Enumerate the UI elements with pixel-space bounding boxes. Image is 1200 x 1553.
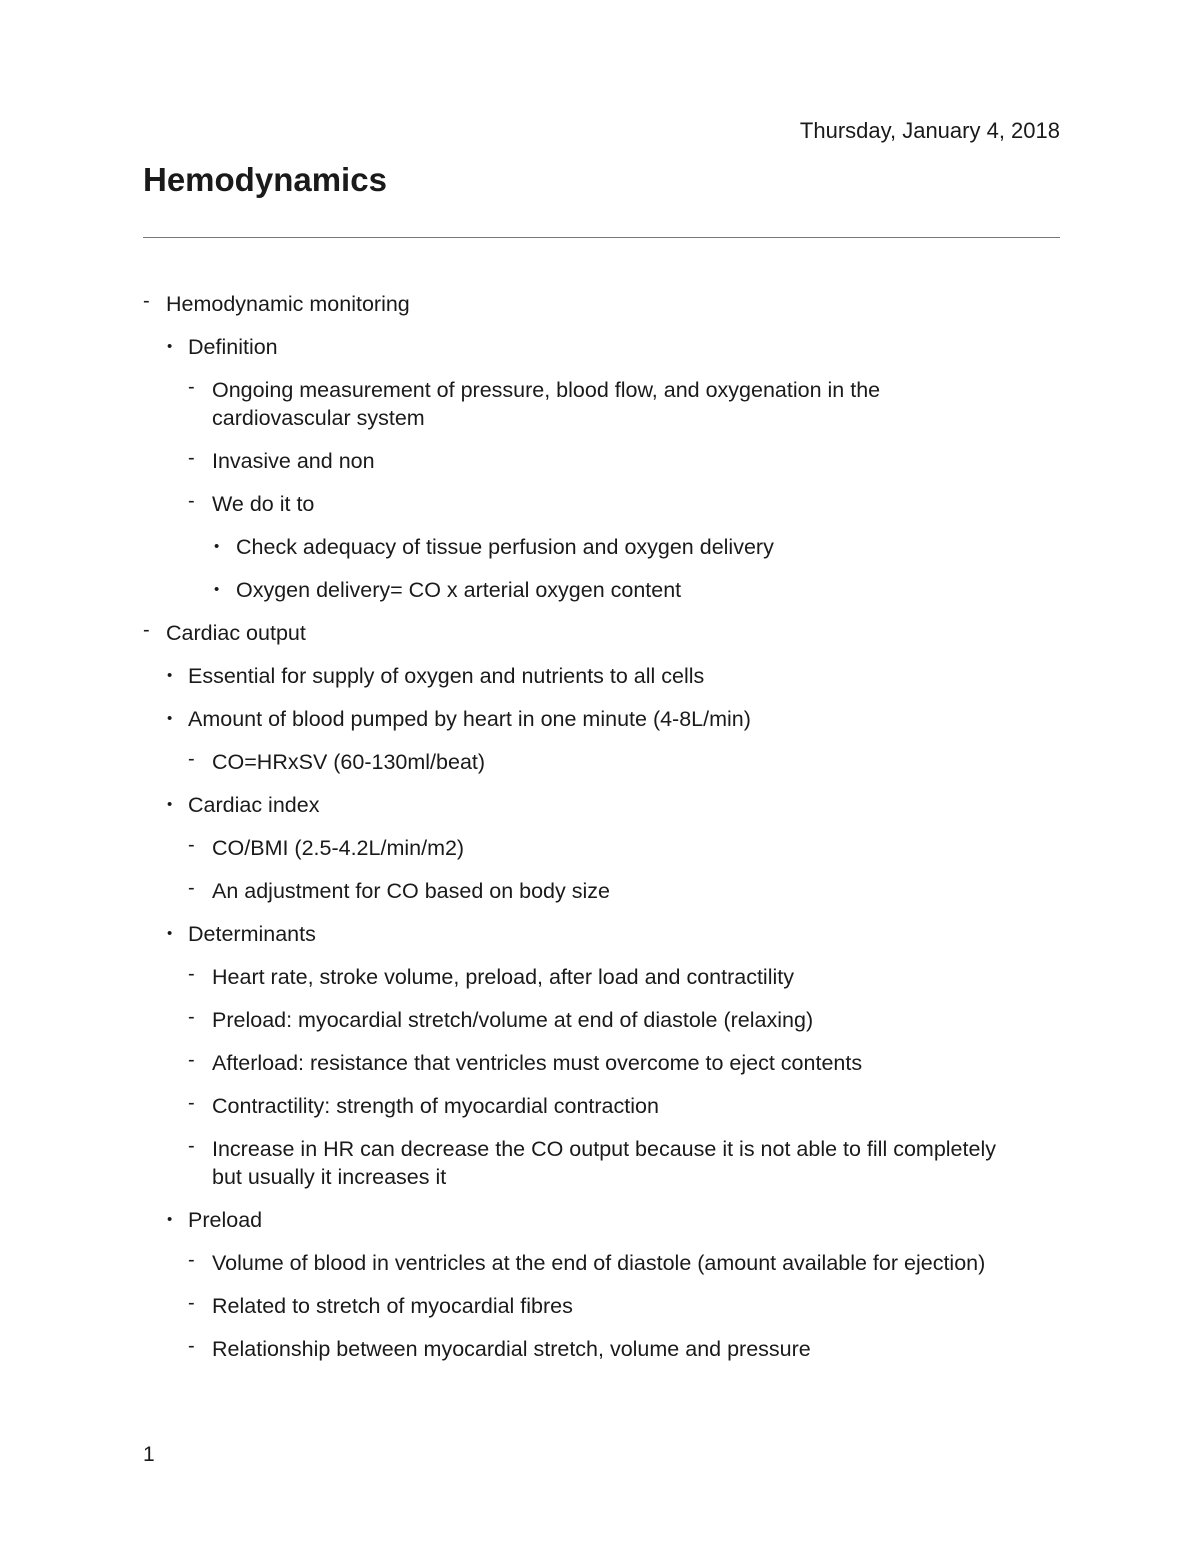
dash-marker: -	[188, 748, 195, 770]
outline-item-text: Amount of blood pumped by heart in one minute (4-8L/min)	[188, 707, 751, 731]
outline-item	[143, 1335, 1003, 1363]
outline-item	[143, 1049, 1003, 1077]
outline-item-text: Essential for supply of oxygen and nutrients to all cells	[188, 664, 705, 688]
page-title: Hemodynamics	[143, 161, 387, 198]
outline-item	[143, 290, 1003, 318]
outline-item-text: Volume of blood in ventricles at the end of diastole (amount available for ejection)	[212, 1251, 986, 1275]
outline-item	[143, 834, 1003, 862]
title-divider	[143, 237, 1060, 238]
dash-marker: -	[188, 1006, 195, 1028]
outline-item	[143, 1006, 1003, 1034]
outline-item-text: Cardiac output	[166, 621, 306, 645]
outline-item	[143, 791, 1003, 819]
dash-marker: -	[188, 1092, 195, 1114]
outline-item	[143, 333, 1003, 361]
outline-item-text: Contractility: strength of myocardial contraction	[212, 1094, 659, 1118]
dash-marker: -	[188, 1292, 195, 1314]
page-number: 1	[143, 1443, 155, 1466]
outline-item-text: Preload: myocardial stretch/volume at end of diastole (relaxing)	[212, 1008, 814, 1032]
bullet-marker: •	[167, 925, 173, 942]
outline-item-text: Increase in HR can decrease the CO output because it is not able to fill completely but usually it increases it	[212, 1137, 996, 1189]
outline-item-text: An adjustment for CO based on body size	[212, 879, 610, 903]
bullet-marker: •	[167, 338, 173, 355]
outline-item	[143, 662, 1003, 690]
outline-item-text: We do it to	[212, 492, 315, 516]
bullet-marker: •	[167, 796, 173, 813]
dash-marker: -	[188, 490, 195, 512]
dash-marker: -	[188, 447, 195, 469]
outline-item	[143, 576, 1003, 604]
outline-item	[143, 619, 1003, 647]
outline-item-text: Afterload: resistance that ventricles must overcome to eject contents	[212, 1051, 863, 1075]
dash-marker: -	[188, 1135, 195, 1157]
dash-marker: -	[188, 376, 195, 398]
bullet-marker: •	[167, 710, 173, 727]
outline-item	[143, 533, 1003, 561]
outline-item-text: Oxygen delivery= CO x arterial oxygen content	[236, 578, 682, 602]
dash-marker: -	[188, 834, 195, 856]
outline-item	[143, 1092, 1003, 1120]
outline-item-text: Definition	[188, 335, 278, 359]
outline-item	[143, 447, 1003, 475]
outline-item-text: Cardiac index	[188, 793, 320, 817]
outline-item-text: CO/BMI (2.5-4.2L/min/m2)	[212, 836, 465, 860]
dash-marker: -	[143, 290, 150, 312]
outline-item-text: Preload	[188, 1208, 263, 1232]
bullet-marker: •	[167, 667, 173, 684]
outline-item	[143, 1206, 1003, 1234]
dash-marker: -	[143, 619, 150, 641]
notes-outline	[143, 290, 1003, 1378]
outline-item	[143, 490, 1003, 518]
dash-marker: -	[188, 963, 195, 985]
bullet-marker: •	[167, 1211, 173, 1228]
dash-marker: -	[188, 877, 195, 899]
outline-item-text: Hemodynamic monitoring	[166, 292, 410, 316]
outline-item-text: Ongoing measurement of pressure, blood flow, and oxygenation in the cardiovascular system	[212, 378, 881, 430]
outline-item-text: Determinants	[188, 922, 316, 946]
bullet-marker: •	[214, 581, 220, 598]
outline-item	[143, 705, 1003, 733]
bullet-marker: •	[214, 538, 220, 555]
outline-item	[143, 1249, 1003, 1277]
note-date: Thursday, January 4, 2018	[799, 118, 1060, 143]
dash-marker: -	[188, 1249, 195, 1271]
outline-item-text: CO=HRxSV (60-130ml/beat)	[212, 750, 486, 774]
outline-item	[143, 376, 1003, 432]
outline-item	[143, 963, 1003, 991]
outline-item-text: Relationship between myocardial stretch, volume and pressure	[212, 1337, 811, 1361]
outline-item-text: Invasive and non	[212, 449, 375, 473]
dash-marker: -	[188, 1335, 195, 1357]
outline-item-text: Related to stretch of myocardial fibres	[212, 1294, 573, 1318]
outline-item-text: Heart rate, stroke volume, preload, after load and contractility	[212, 965, 794, 989]
outline-item	[143, 748, 1003, 776]
outline-item	[143, 920, 1003, 948]
outline-item	[143, 1292, 1003, 1320]
outline-item	[143, 877, 1003, 905]
dash-marker: -	[188, 1049, 195, 1071]
outline-item	[143, 1135, 1003, 1191]
outline-item-text: Check adequacy of tissue perfusion and oxygen delivery	[236, 535, 774, 559]
